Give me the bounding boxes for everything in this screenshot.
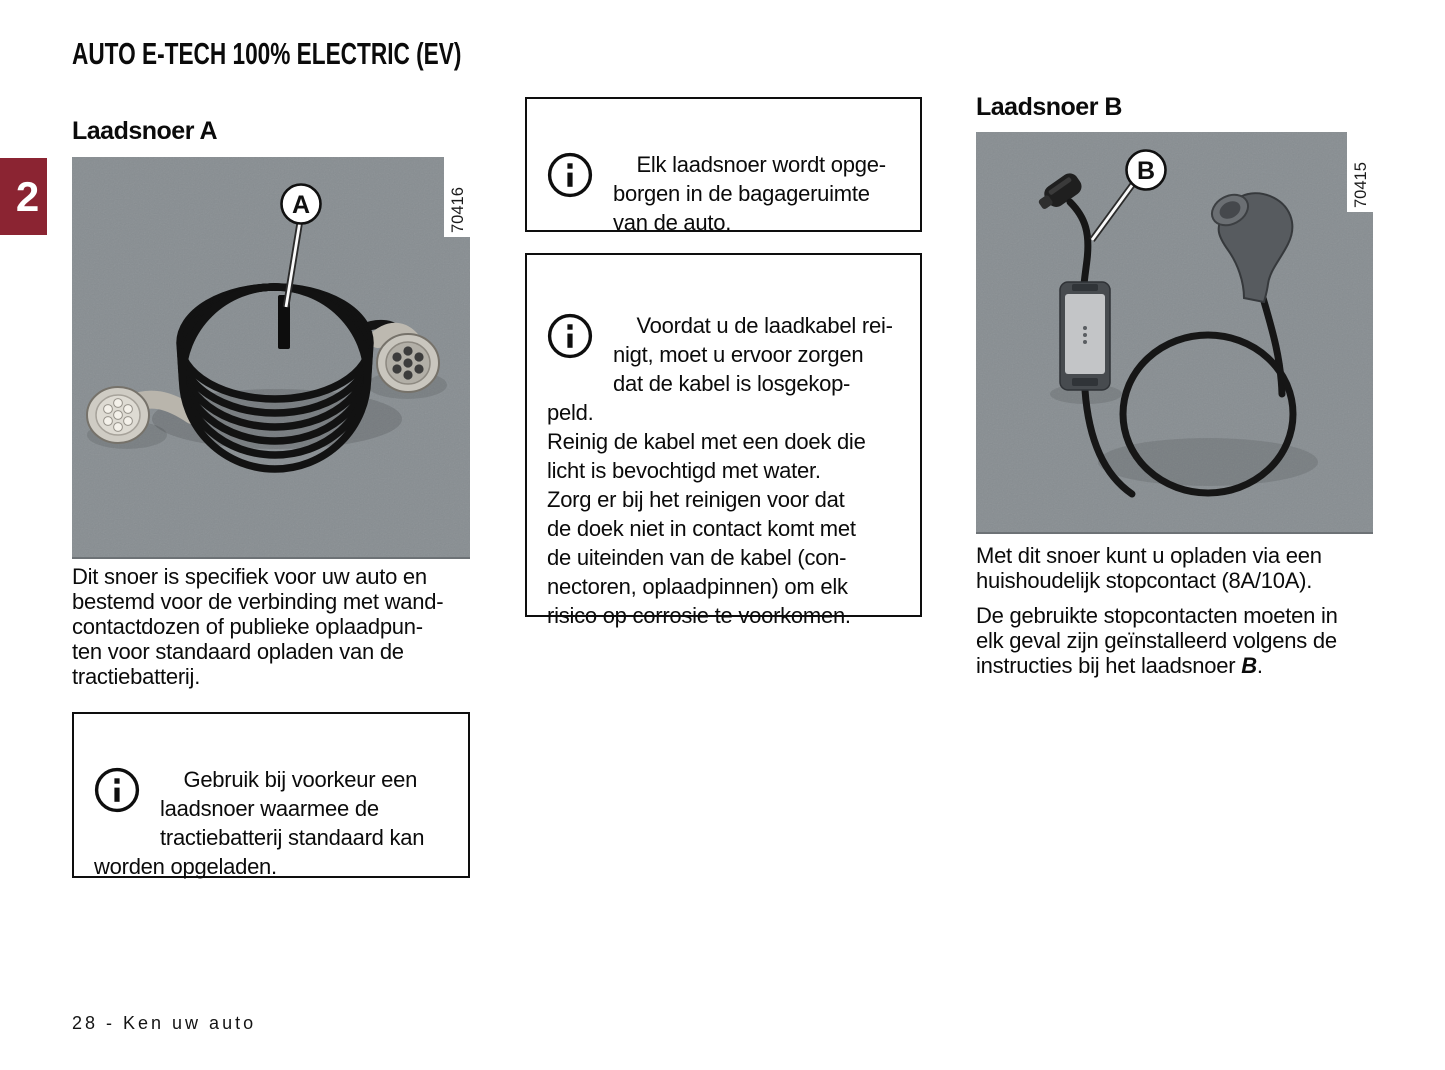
info-icon	[547, 152, 593, 198]
figure-laadsnoer-a	[72, 157, 470, 559]
info-icon	[547, 313, 593, 359]
info-box-middle-1-text: Elk laadsnoer wordt opge- borgen in de bagageruimte van de auto.	[613, 152, 886, 235]
figure-label-a: A	[291, 191, 311, 219]
connector-face-left	[87, 387, 149, 443]
chapter-tab	[0, 158, 47, 235]
footer-page-label: 28 - Ken uw auto	[72, 1013, 257, 1033]
info-box-left-text: Gebruik bij voorkeur een laadsnoer waarmee de tractiebatterij standaard kan worden opgeladen.	[94, 767, 425, 879]
page-title: AUTO E-TECH 100% ELECTRIC (EV)	[72, 36, 462, 71]
control-box	[1060, 282, 1110, 390]
info-icon	[94, 767, 140, 813]
info-box-middle-2-text: Voordat u de laadkabel rei- nigt, moet u ervoor zorgen dat de kabel is losgekop- peld. Reinig de kabel met een doek die licht is bevochtigd met water. Zorg er bij het reinigen voor dat de doek niet in contact komt met de uiteinden van de kabel (con- nectoren, oplaadpinnen) om elk risico op corrosie te voorkomen.	[547, 313, 893, 628]
para2-prefix: De gebruikte stopcontacten moeten in elk geval zijn geïnstalleerd volgens de instructies bij het laadsnoer	[976, 603, 1338, 678]
figure-laadsnoer-b	[976, 132, 1373, 534]
heading-laadsnoer-b: Laadsnoer B	[976, 93, 1122, 121]
body-laadsnoer-b-para2	[976, 603, 1386, 678]
figure-number-a: 70416	[449, 187, 467, 233]
charging-cable-a-illustration	[72, 157, 470, 557]
info-box-left	[72, 712, 470, 878]
info-box-middle-2	[525, 253, 922, 628]
para2-suffix: .	[1256, 653, 1263, 678]
charging-cable-b-illustration	[976, 132, 1373, 532]
figure-label-b: B	[1136, 157, 1156, 185]
heading-laadsnoer-a: Laadsnoer A	[72, 117, 218, 145]
connector-face-right	[377, 334, 439, 392]
body-laadsnoer-a: Dit snoer is specifiek voor uw auto en bestemd voor de verbinding met wand- contactdozen of publieke oplaadpun- ten voor standaard opladen van de tractiebatterij.	[72, 564, 444, 689]
body-laadsnoer-b-para1: Met dit snoer kunt u opladen via een huishoudelijk stopcontact (8A/10A).	[976, 543, 1322, 593]
chapter-number: 2	[15, 172, 40, 220]
info-box-middle-1	[525, 97, 922, 235]
figure-number-b: 70415	[1352, 162, 1370, 208]
para2-bold-b: B	[1241, 653, 1257, 678]
